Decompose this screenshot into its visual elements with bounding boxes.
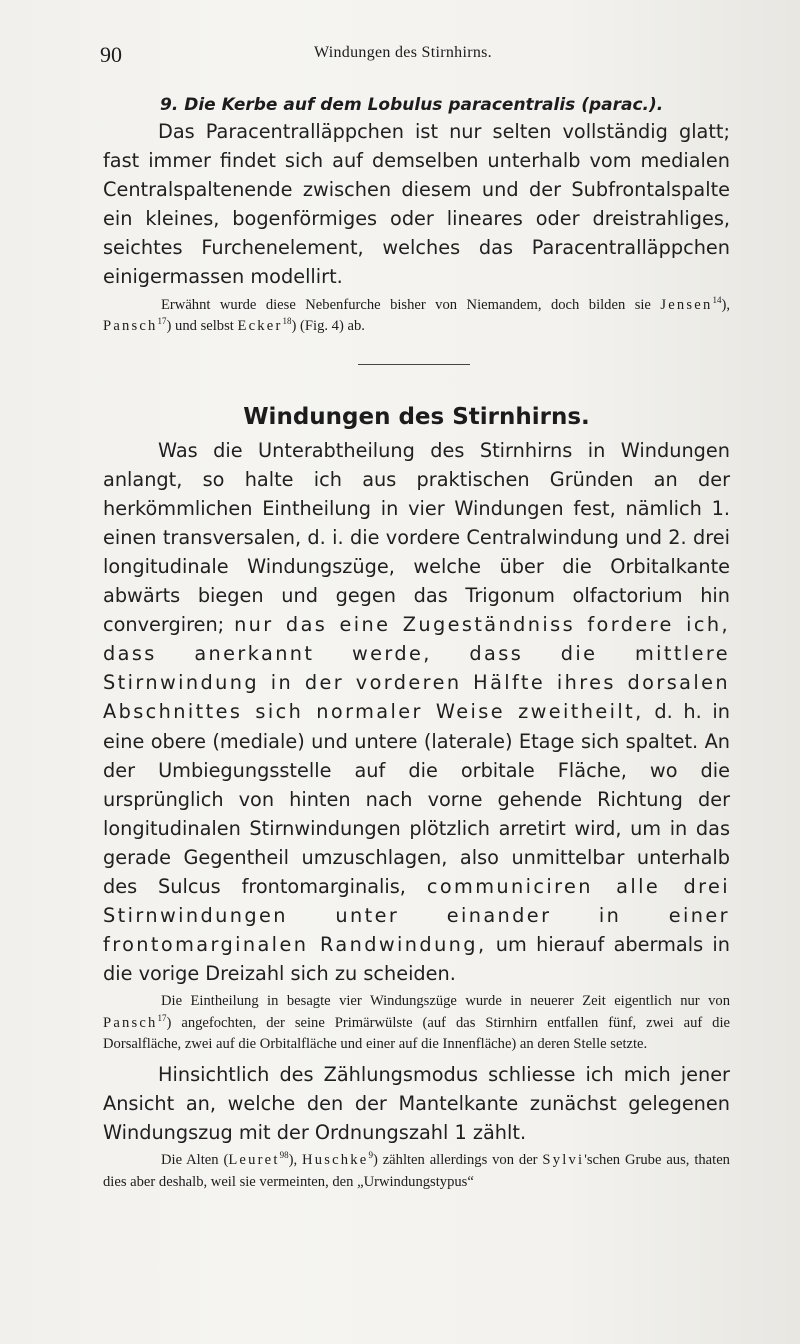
author-pansch: Pansch [103,318,158,335]
subsection-heading: 9. Die Kerbe auf dem Lobulus paracentralis (parac.). [160,95,664,115]
text-column [103,95,730,1197]
running-title: Windungen des Stirnhirns. [314,44,492,61]
paragraph-zaehlungsmodus: Hinsichtlich des Zählungsmodus schliesse ich mich jener Ansicht an, welche den der Mantelkante zunächst gelegenen Windungszug mit der Ordnungszahl 1 zählt. [103,1062,730,1145]
footnote-paracentral: Erwähnt wurde diese Nebenfurche bisher von Niemandem, doch bilden sie Jensen$^{14}$), Pansch$^{17}$) und selbst Ecker$^{18}$) (Fig. 4) ab. [103,294,730,335]
page-header [100,42,730,72]
author-jensen: Jensen [660,296,713,313]
author-pansch-2: Pansch [103,1014,158,1031]
author-leuret: Leuret [228,1152,280,1169]
author-ecker: Ecker [237,318,283,335]
footnote-eintheilung: Die Eintheilung in besagte vier Windungszüge wurde in neuerer Zeit eigentlich nur von Pansch$^{17}$) angefochten, der seine Primärwülste (auf das Stirnhirn entfallen fünf, zwei auf die Dorsalfläche, zwei auf die Orbitalfläche und einer auf die Innenfläche) an deren Stelle setzte. [103,993,730,1053]
emphasis-zugestaendniss: nur das eine Zugeständniss fordere ich, dass anerkannt werde, dass die mittlere Stirnwindung in der vorderen Hälfte ihres dorsalen Abschnittes sich normaler Weise zweitheilt, [103,613,730,724]
emphasis-communiciren: communiciren alle drei Stirnwindungen unter einander in einer frontomarginalen Randwindung, [103,874,731,957]
page-number: 90 [100,42,122,67]
footnote-zaehlungsmodus: Die Alten (Leuret$^{98}$), Huschke$^9$) zählten allerdings von der Sylvi'schen Grube aus, thaten dies aber deshalb, weil sie vermeinten, den „Urwindungstypus“ [103,1150,730,1190]
author-huschke: Huschke [301,1152,369,1169]
section-title: Windungen des Stirnhirns. [243,403,590,430]
paragraph-eintheilung: Was die Unterabtheilung des Stirnhirns in Windungen anlangt, so halte ich aus praktischen Gründen an der herkömmlichen Eintheilung in vier Windungen fest, nämlich 1. einen transversalen, d. i. die vordere Centralwindung und 2. drei longitudinale Windungszüge, welche über die Orbitalkante abwärts biegen und gegen das Trigonum olfactorium hin convergiren; nur das eine Zugeständniss fordere ich, dass anerkannt werde, dass die mittlere Stirnwindung in der vorderen Hälfte ihres dorsalen Abschnittes sich normaler Weise zweitheilt, d. h. in eine obere (mediale) und untere (laterale) Etage sich spaltet. An der Umbiegungsstelle auf die orbitale Fläche, wo die ursprünglich von hinten nach vorne gehende Richtung der longitudinalen Stirnwindungen plötzlich arretirt wird, um in das gerade Gegentheil umzuschlagen, also unmittelbar unterhalb des Sulcus frontomarginalis, communiciren alle drei Stirnwindungen unter einander in einer frontomarginalen Randwindung, um hierauf abermals in die vorige Dreizahl sich zu scheiden. [103,438,731,986]
section-divider [358,364,470,365]
paragraph-paracentral: Das Paracentralläppchen ist nur selten vollständig glatt; fast immer findet sich auf demselben unterhalb vom medialen Centralspaltenende zwischen diesem und der Subfrontalspalte ein kleines, bogenförmiges oder lineares oder dreistrahliges, seichtes Furchenelement, welches das Paracentralläppchen einigermassen modellirt. [103,120,730,289]
author-sylvi: Sylvi [542,1152,585,1169]
